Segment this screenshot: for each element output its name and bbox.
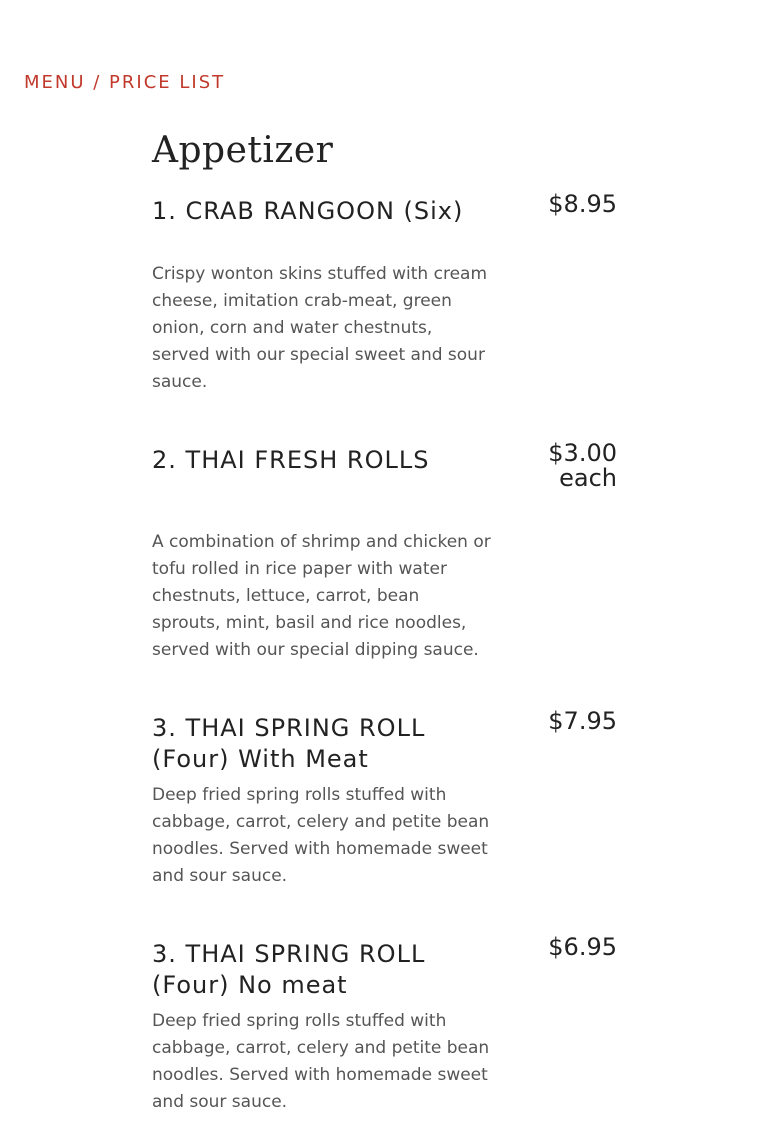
breadcrumb[interactable]: MENU / PRICE LIST	[24, 72, 226, 93]
menu-item-name: 3. THAI SPRING ROLL (Four) No meat	[152, 940, 426, 999]
menu-item-description: Deep fried spring rolls stuffed with cabbage, carrot, celery and petite bean noodles. Served with homemade sweet and sour sauce.	[152, 785, 490, 886]
menu-item-description: A combination of shrimp and chicken or tofu rolled in rice paper with water chestnuts, lettuce, carrot, bean sprouts, mint, basil and rice noodles, served with our special dipping sauce.	[152, 532, 491, 660]
menu-item-price: $3.00 each	[548, 439, 617, 492]
section-title-appetizer: Appetizer	[152, 130, 334, 171]
menu-item-description: Deep fried spring rolls stuffed with cabbage, carrot, celery and petite bean noodles. Served with homemade sweet and sour sauce.	[152, 1011, 490, 1112]
menu-item-name: 1. CRAB RANGOON (Six)	[152, 197, 464, 225]
menu-item-description: Crispy wonton skins stuffed with cream cheese, imitation crab-meat, green onion, corn and water chestnuts, served with our special sweet and sour sauce.	[152, 264, 488, 392]
menu-item-name: 3. THAI SPRING ROLL (Four) With Meat	[152, 714, 426, 773]
menu-item-price: $6.95	[548, 933, 617, 961]
menu-item-name: 2. THAI FRESH ROLLS	[152, 446, 430, 474]
menu-item-price: $8.95	[548, 190, 617, 218]
menu-item-price: $7.95	[548, 707, 617, 735]
